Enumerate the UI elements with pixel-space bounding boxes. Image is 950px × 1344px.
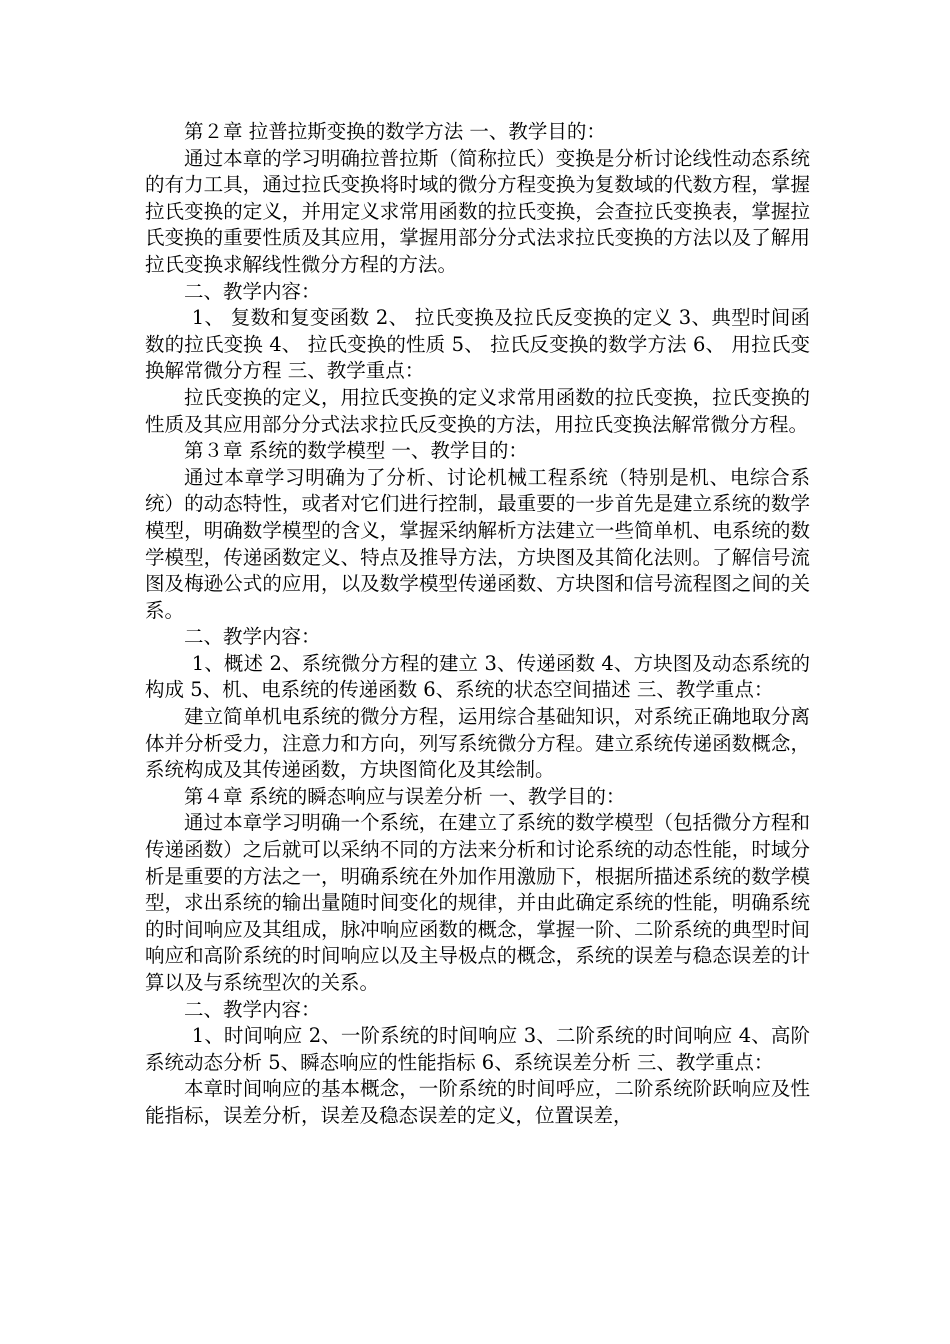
chapter-4-objectives: 通过本章学习明确一个系统，在建立了系统的数学模型（包括微分方程和传递函数）之后就可以采纳不同的方法来分析和讨论系统的动态性能，时域分析是重要的方法之一，明确系统在外加作用激励下，根据所描述系统的数学模型，求出系统的输出量随时间变化的规律，并由此确定系统的性能，明确系统的时间响应及其组成，脉冲响应函数的概念，掌握一阶、二阶系统的典型时间响应和高阶系统的时间响应以及主导极点的概念，系统的误差与稳态误差的计算以及与系统型次的关系。 bbox=[145, 811, 810, 994]
chapter-4-contents: 1、时间响应 2、一阶系统的时间响应 3、二阶系统的时间响应 4、高阶系统动态分析 5、瞬态响应的性能指标 6、系统误差分析 三、教学重点： bbox=[145, 1024, 810, 1074]
chapter-2-contents: 1、 复数和复变函数 2、 拉氏变换及拉氏反变换的定义 3、典型时间函数的拉氏变换 4、 拉氏变换的性质 5、 拉氏反变换的数学方法 6、 用拉氏变换解常微分方程 三、教学重点： bbox=[145, 306, 810, 383]
document-body bbox=[145, 119, 810, 1130]
chapter-3-contents-heading: 二、教学内容： bbox=[184, 625, 321, 649]
chapter-4-contents-heading: 二、教学内容： bbox=[184, 997, 321, 1021]
chapter-2-heading: 第２章 拉普拉斯变换的数学方法 一、教学目的： bbox=[184, 120, 606, 143]
chapter-2-objectives: 通过本章的学习明确拉普拉斯（简称拉氏）变换是分析讨论线性动态系统的有力工具，通过拉氏变换将时域的微分方程变换为复数域的代数方程，掌握拉氏变换的定义，并用定义求常用函数的拉氏变换，会查拉氏变换表，掌握拉氏变换的重要性质及其应用，掌握用部分分式法求拉氏变换的方法以及了解用拉氏变换求解线性微分方程的方法。 bbox=[145, 146, 810, 276]
chapter-2-contents-heading: 二、教学内容： bbox=[184, 279, 321, 303]
chapter-3-key-points: 建立简单机电系统的微分方程，运用综合基础知识，对系统正确地取分离体并分析受力，注意力和方向，列写系统微分方程。建立系统传递函数概念，系统构成及其传递函数，方块图简化及其绘制。 bbox=[145, 705, 810, 782]
chapter-2-key-points: 拉氏变换的定义，用拉氏变换的定义求常用函数的拉氏变换，拉氏变换的性质及其应用部分分式法求拉氏反变换的方法，用拉氏变换法解常微分方程。 bbox=[145, 385, 810, 436]
chapter-3-objectives: 通过本章学习明确为了分析、讨论机械工程系统（特别是机、电综合系统）的动态特性，或者对它们进行控制，最重要的一步首先是建立系统的数学模型，明确数学模型的含义，掌握采纳解析方法建立一些简单机、电系统的数学模型，传递函数定义、特点及推导方法，方块图及其简化法则。了解信号流图及梅逊公式的应用，以及数学模型传递函数、方块图和信号流程图之间的关系。 bbox=[145, 465, 810, 622]
chapter-3-contents: 1、概述 2、系统微分方程的建立 3、传递函数 4、方块图及动态系统的构成 5、机、电系统的传递函数 6、系统的状态空间描述 三、教学重点： bbox=[145, 651, 810, 702]
chapter-3-heading: 第３章 系统的数学模型 一、教学目的： bbox=[184, 439, 528, 463]
chapter-4-heading: 第４章 系统的瞬态响应与误差分析 一、教学目的： bbox=[184, 784, 626, 808]
chapter-4-key-points: 本章时间响应的基本概念，一阶系统的时间呼应，二阶系统阶跃响应及性能指标，误差分析，误差及稳态误差的定义，位置误差， bbox=[145, 1077, 810, 1127]
